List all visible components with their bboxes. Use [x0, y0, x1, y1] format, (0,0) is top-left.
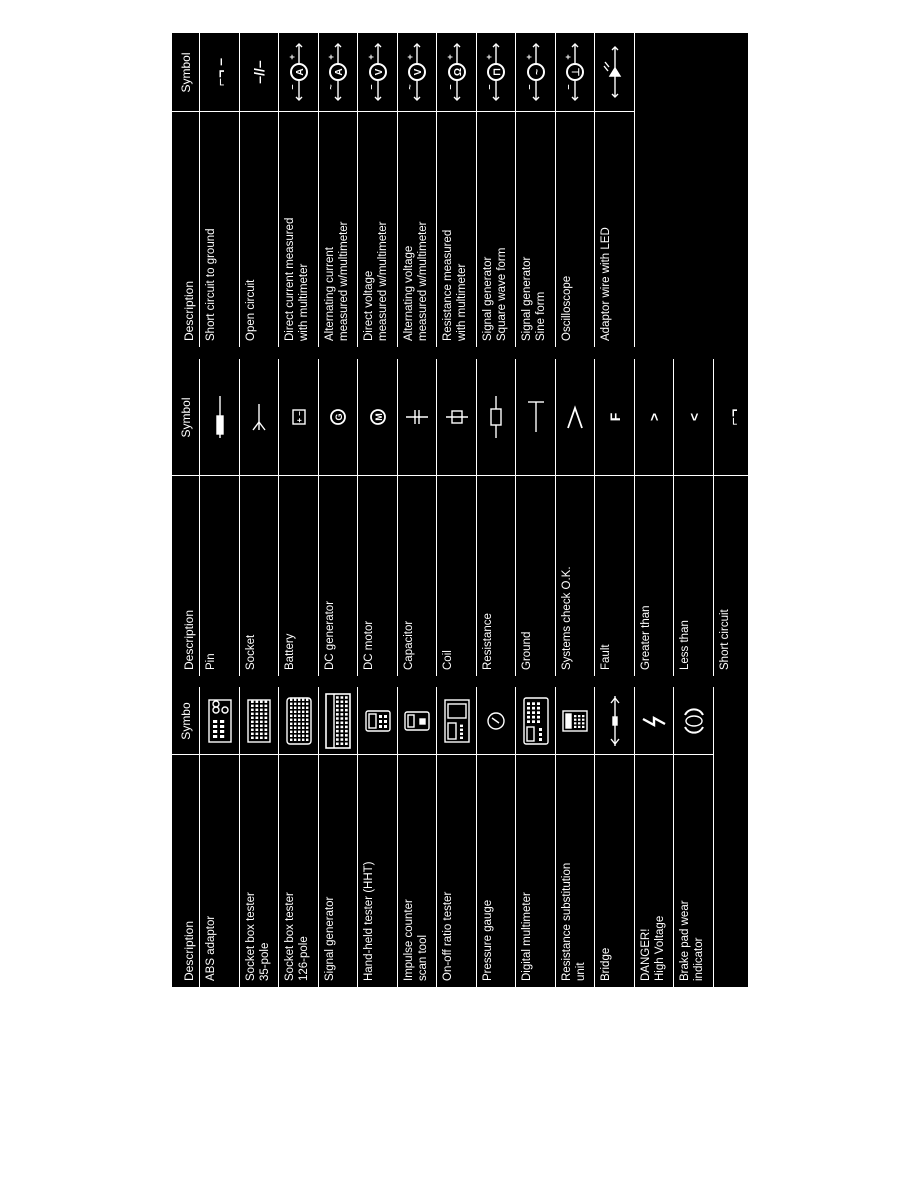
legend-row — [556, 687, 596, 987]
symbol-description: Brake pad wear indicator — [679, 900, 705, 981]
socket-box-126-icon — [279, 687, 319, 755]
symbol-description: Capacitor — [402, 620, 415, 670]
symbol-description: DANGER! High Voltage — [639, 915, 666, 981]
symbol-description: Adaptor wire with LED — [600, 227, 612, 341]
ground-icon — [516, 359, 556, 476]
symbol-description: Alternating voltage measured w/multimeter — [402, 221, 429, 341]
signal-sine-wave-icon — [516, 33, 556, 112]
svg-text:F: F — [606, 413, 623, 422]
header-row — [172, 33, 200, 347]
symbol-description: Socket — [244, 634, 257, 670]
symbol-description: Short circuit to ground — [205, 228, 217, 341]
capacitor-icon — [398, 359, 438, 476]
check-ok-icon — [556, 359, 596, 476]
legend-row — [319, 33, 359, 347]
oscilloscope-icon — [556, 33, 596, 112]
svg-text:+: + — [484, 54, 495, 61]
legend-row — [358, 359, 398, 676]
symbol-description: Signal generator Sine form — [521, 256, 547, 341]
socket-icon — [240, 359, 280, 476]
symbol-description: Impulse counter scan tool — [402, 899, 429, 981]
svg-text:–: – — [484, 84, 495, 91]
svg-text:M: M — [373, 413, 384, 422]
legend-row — [358, 33, 398, 347]
meter-dc-voltage-icon — [358, 33, 398, 112]
symbol-description: ABS adaptor — [205, 915, 217, 981]
svg-text:–//–: –//– — [251, 60, 268, 85]
symbol-description: Hand-held tester (HHT) — [363, 861, 375, 981]
svg-text:+: + — [563, 54, 574, 61]
open-circuit-icon — [240, 33, 280, 112]
svg-text:+: + — [523, 54, 534, 61]
signal-generator-box-icon — [319, 687, 359, 755]
legend-row — [279, 359, 319, 676]
symbol-description: Oscilloscope — [560, 275, 573, 341]
legend-row — [240, 687, 280, 987]
legend-row — [319, 359, 359, 676]
symbol-description: Signal generator Square wave form — [481, 247, 508, 341]
legend-column-2 — [172, 359, 793, 676]
legend-row — [279, 687, 319, 987]
legend-row — [240, 33, 280, 347]
svg-text:V: V — [373, 69, 385, 76]
symbol-legend-table — [172, 33, 781, 987]
symbol-description: Open circuit — [244, 279, 257, 341]
symbol-description: DC motor — [363, 620, 375, 670]
row-divider — [792, 359, 793, 676]
header-symbol: Symbol — [179, 52, 193, 93]
svg-text:⌐¬: ⌐¬ — [725, 409, 742, 426]
legend-row — [595, 359, 635, 676]
meter-ac-voltage-icon — [398, 33, 438, 112]
legend-row — [200, 687, 240, 987]
header-row — [172, 687, 200, 987]
legend-row — [477, 359, 517, 676]
header-description: Description — [182, 920, 196, 981]
svg-text:⌐¬ –: ⌐¬ – — [211, 58, 228, 87]
header-symbol: Symbo — [179, 702, 193, 740]
symbol-legend-sheet — [172, 33, 781, 987]
dc-motor-icon — [358, 359, 398, 476]
legend-row — [556, 359, 596, 676]
symbol-description: Direct voltage measured w/multimeter — [363, 221, 389, 341]
less-than-icon — [674, 359, 714, 476]
symbol-description: Resistance measured with multimeter — [442, 229, 468, 341]
pin-icon — [200, 359, 240, 476]
legend-row — [674, 359, 714, 676]
symbol-description: Systems check O.K. — [560, 566, 573, 670]
symbol-description: Resistance — [481, 613, 494, 670]
short-to-ground-icon — [200, 33, 240, 112]
digital-multimeter-icon — [516, 687, 556, 755]
row-divider — [713, 687, 714, 987]
battery-icon — [279, 359, 319, 476]
legend-row — [477, 33, 517, 347]
signal-square-wave-icon — [477, 33, 517, 112]
socket-box-35-icon — [240, 687, 280, 755]
symbol-description: Socket box tester 35-pole — [244, 892, 271, 981]
dc-generator-icon — [319, 359, 359, 476]
symbol-description: Battery — [284, 633, 296, 670]
meter-dc-current-icon — [279, 33, 319, 112]
legend-row — [398, 359, 438, 676]
symbol-description: Direct current measured with multimeter — [284, 217, 310, 341]
legend-row — [279, 33, 319, 347]
svg-text:A: A — [334, 68, 346, 77]
legend-row — [200, 359, 240, 676]
legend-row — [477, 687, 517, 987]
symbol-description: Short circuit to positive — [758, 554, 770, 670]
svg-text:–: – — [523, 84, 534, 91]
hand-held-tester-icon — [358, 687, 398, 755]
svg-text:~: ~ — [326, 84, 337, 91]
svg-text:+: + — [444, 54, 455, 61]
legend-row — [635, 687, 675, 987]
symbol-description: Coil — [442, 650, 454, 670]
symbol-description: Digital multimeter — [521, 892, 533, 981]
symbol-description: Alternating current measured w/multimeter — [323, 221, 350, 341]
svg-text:–: – — [365, 84, 376, 91]
legend-row — [674, 687, 714, 987]
coil-icon — [437, 359, 477, 476]
legend-row — [595, 687, 635, 987]
symbol-description: Pressure gauge — [481, 899, 494, 981]
led-adaptor-icon — [595, 33, 635, 112]
symbol-description: Signal generator — [323, 896, 336, 981]
header-row — [172, 359, 200, 676]
legend-row — [516, 359, 556, 676]
fault-icon — [595, 359, 635, 476]
legend-row — [635, 359, 675, 676]
svg-text:+: + — [326, 54, 337, 61]
brake-pad-wear-icon — [674, 687, 714, 755]
symbol-description: DC generator — [323, 600, 336, 670]
svg-text:⊥: ⊥ — [571, 68, 583, 77]
svg-text:⌐¬ +: ⌐¬ + — [764, 403, 781, 432]
impulse-counter-icon — [398, 687, 438, 755]
legend-row — [437, 359, 477, 676]
symbol-description: Ground — [521, 631, 533, 670]
legend-row — [200, 33, 240, 347]
symbol-description: Short circuit — [718, 609, 731, 670]
symbol-description: Less than — [679, 620, 691, 670]
abs-adaptor-icon — [200, 687, 240, 755]
legend-row — [556, 33, 596, 347]
symbol-description: Resistance substitution unit — [560, 862, 587, 981]
svg-text:⊓: ⊓ — [492, 68, 504, 77]
lightning-icon — [635, 687, 675, 755]
symbol-description: On-off ratio tester — [442, 891, 454, 981]
header-description: Description — [182, 609, 196, 670]
symbol-description: Pin — [205, 653, 217, 670]
svg-text:>: > — [646, 413, 663, 422]
legend-row — [753, 359, 793, 676]
svg-text:Ω: Ω — [452, 68, 464, 77]
greater-than-icon — [635, 359, 675, 476]
legend-row — [319, 687, 359, 987]
svg-text:A: A — [294, 68, 306, 77]
short-circuit-icon — [714, 359, 754, 476]
bridge-icon — [595, 687, 635, 755]
legend-row — [516, 33, 556, 347]
svg-text:–: – — [286, 84, 297, 91]
svg-text:<: < — [685, 413, 702, 422]
short-to-positive-icon — [753, 359, 793, 476]
pressure-gauge-icon — [477, 687, 517, 755]
svg-text:+: + — [405, 54, 416, 61]
resistance-substitution-icon — [556, 687, 596, 755]
meter-ac-current-icon — [319, 33, 359, 112]
svg-text:–: – — [444, 84, 455, 91]
legend-row — [437, 687, 477, 987]
svg-text:+ –: + – — [294, 411, 304, 424]
legend-column-3 — [172, 33, 635, 347]
legend-row — [595, 33, 635, 347]
legend-row — [437, 33, 477, 347]
on-off-ratio-tester-icon — [437, 687, 477, 755]
svg-text:~: ~ — [531, 69, 543, 76]
row-divider — [634, 33, 635, 347]
svg-text:~: ~ — [405, 84, 416, 91]
meter-resistance-icon — [437, 33, 477, 112]
legend-row — [358, 687, 398, 987]
legend-row — [398, 687, 438, 987]
legend-column-1 — [172, 687, 714, 987]
svg-text:V: V — [413, 69, 425, 76]
symbol-description: Socket box tester 126-pole — [284, 892, 310, 981]
symbol-description: Bridge — [600, 947, 612, 981]
header-symbol: Symbol — [179, 397, 193, 438]
resistor-icon — [477, 359, 517, 476]
legend-row — [714, 359, 754, 676]
legend-row — [516, 687, 556, 987]
svg-text:–: – — [563, 84, 574, 91]
legend-row — [398, 33, 438, 347]
svg-text:+: + — [365, 54, 376, 61]
legend-row — [240, 359, 280, 676]
symbol-description: Greater than — [639, 605, 652, 670]
svg-text:+: + — [286, 54, 297, 61]
svg-text:G: G — [334, 413, 345, 422]
symbol-description: Fault — [600, 644, 612, 670]
header-description: Description — [182, 280, 196, 341]
